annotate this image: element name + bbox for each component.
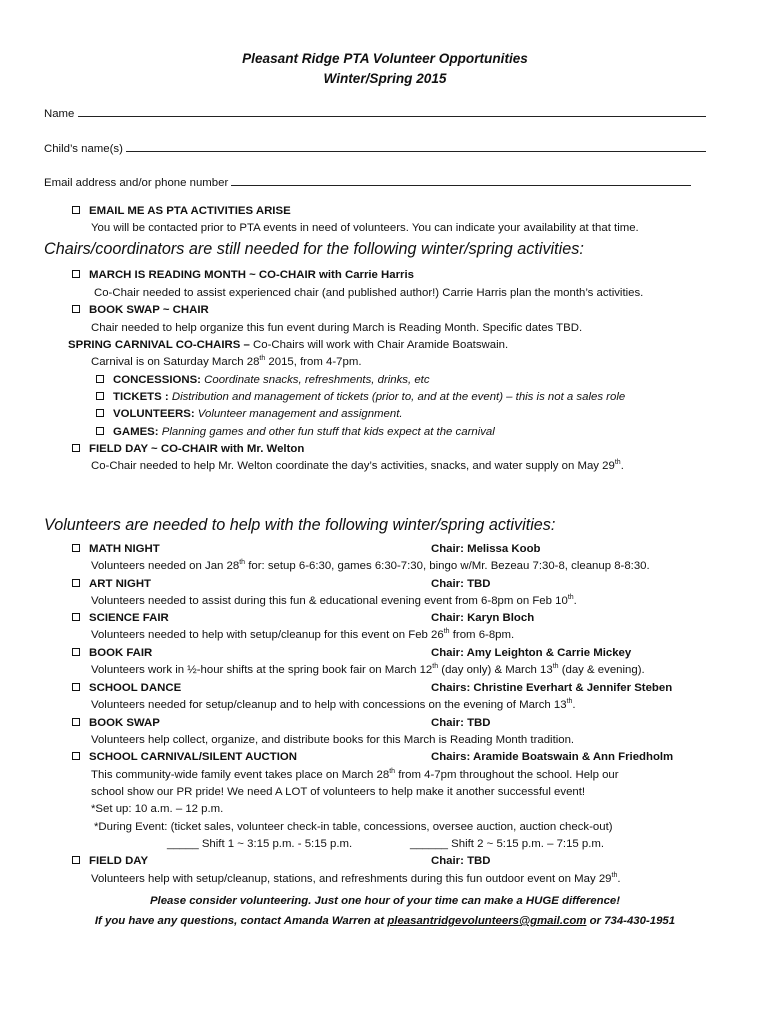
contact-label: Email address and/or phone number [44,177,229,189]
email-me-checkbox[interactable] [72,206,80,214]
footer-appeal: Please consider volunteering. Just one hour of your time can make a HUGE difference! [149,895,621,907]
math-night-label: MATH NIGHT [89,543,160,555]
science-fair-chair: Chair: Karyn Bloch [431,612,535,624]
science-fair-desc: Volunteers needed to help with setup/cleanup for this event on Feb 26th from 6-8pm. [91,628,515,641]
child-field-row [44,139,706,158]
book-fair-label: BOOK FAIR [89,647,153,659]
book-swap-chair-item [72,302,209,319]
school-dance-checkbox[interactable] [72,683,80,691]
tickets-label: TICKETS : [113,391,169,403]
book-swap-chair: Chair: TBD [431,717,491,729]
volunteers-sub-checkbox[interactable] [96,409,104,417]
book-swap-label: BOOK SWAP [89,717,160,729]
art-night-label: ART NIGHT [89,578,152,590]
games-desc: Planning games and other fun stuff that kids expect at the carnival [158,426,495,438]
document-title: Pleasant Ridge PTA Volunteer Opportunities [242,51,528,66]
footer-contact: If you have any questions, contact Amanda Warren at pleasantridgevolunteers@gmail.com or 734-430-1951 [94,915,676,927]
math-night-checkbox[interactable] [72,544,80,552]
concessions-label: CONCESSIONS: [113,374,201,386]
chairs-heading: Chairs/coordinators are still needed for the following winter/spring activities: [44,240,584,258]
volunteers-sub-desc: Volunteer management and assignment. [194,408,403,420]
child-label: Child’s name(s) [44,143,123,155]
tickets-checkbox[interactable] [96,392,104,400]
field-day-label: FIELD DAY [89,855,149,867]
games-item [96,424,495,441]
art-night-item [72,576,151,593]
science-fair-item [72,610,169,627]
auction-desc-2: school show our PR pride! We need A LOT of volunteers to help make it another successful event! [91,786,586,798]
math-night-chair: Chair: Melissa Koob [431,543,541,555]
book-fair-chair: Chair: Amy Leighton & Carrie Mickey [431,647,632,659]
book-swap-chair-label: BOOK SWAP ~ CHAIR [89,304,209,316]
reading-month-item [72,267,414,284]
volunteers-sub-label: VOLUNTEERS: [113,408,195,420]
auction-setup: *Set up: 10 a.m. – 12 p.m. [91,803,224,815]
auction-item [72,749,297,766]
field-day-desc: Volunteers help with setup/cleanup, stations, and refreshments during this fun outdoor event on May 29th. [91,872,621,885]
carnival-date: Carnival is on Saturday March 28th 2015, from 4-7pm. [91,355,362,368]
school-dance-desc: Volunteers needed for setup/cleanup and to help with concessions on the evening of March 13th. [91,698,576,711]
reading-month-desc: Co-Chair needed to assist experienced chair (and published author!) Carrie Harris plan the month’s activities. [94,287,644,299]
email-me-desc: You will be contacted prior to PTA events in need of volunteers. You can indicate your availability at that time. [91,222,639,234]
volunteers-heading: Volunteers are needed to help with the following winter/spring activities: [44,516,556,534]
science-fair-checkbox[interactable] [72,613,80,621]
book-swap-checkbox[interactable] [72,718,80,726]
tickets-desc: Distribution and management of tickets (prior to, and at the event) – this is not a sales role [168,391,626,403]
contact-email-link[interactable]: pleasantridgevolunteers@gmail.com [387,915,587,927]
auction-shift-1[interactable]: _____ Shift 1 ~ 3:15 p.m. - 5:15 p.m. [167,838,353,850]
document-subtitle: Winter/Spring 2015 [323,71,447,86]
field-day-chair-checkbox[interactable] [72,444,80,452]
school-dance-item [72,680,181,697]
book-fair-item [72,645,152,662]
auction-checkbox[interactable] [72,752,80,760]
math-night-desc: Volunteers needed on Jan 28th for: setup 6-6:30, games 6:30-7:30, bingo w/Mr. Bezeau 7:30-8, cleanup 8-8:30. [91,559,650,572]
email-me-item [72,203,291,220]
email-me-label: EMAIL ME AS PTA ACTIVITIES ARISE [89,205,291,217]
auction-chair: Chairs: Aramide Boatswain & Ann Friedholm [431,751,674,763]
volunteers-sub-item [96,406,403,423]
carnival-chairs-label: SPRING CARNIVAL CO-CHAIRS – [68,339,250,351]
reading-month-checkbox[interactable] [72,270,80,278]
carnival-chairs-item [68,337,508,354]
art-night-desc: Volunteers needed to assist during this fun & educational evening event from 6-8pm on Feb 10th. [91,594,577,607]
child-input-line[interactable] [126,139,706,152]
school-dance-chair: Chairs: Christine Everhart & Jennifer Steben [431,682,673,694]
games-checkbox[interactable] [96,427,104,435]
science-fair-label: SCIENCE FAIR [89,612,169,624]
concessions-item [96,372,430,389]
field-day-chair-label: FIELD DAY ~ CO-CHAIR with Mr. Welton [89,443,305,455]
field-day-item [72,853,148,870]
contact-field-row [44,173,691,192]
name-label: Name [44,108,75,120]
book-fair-desc: Volunteers work in ½-hour shifts at the spring book fair on March 12th (day only) & March 13th (day & evening). [91,663,645,676]
concessions-checkbox[interactable] [96,375,104,383]
book-swap-item [72,715,160,732]
math-night-item [72,541,160,558]
book-swap-chair-desc: Chair needed to help organize this fun event during March is Reading Month. Specific dates TBD. [91,322,583,334]
field-day-chair-desc: Co-Chair needed to help Mr. Welton coordinate the day’s activities, snacks, and water supply on May 29th. [91,459,624,472]
auction-shift-2[interactable]: ______ Shift 2 ~ 5:15 p.m. – 7:15 p.m. [410,838,605,850]
art-night-checkbox[interactable] [72,579,80,587]
contact-input-line[interactable] [231,173,691,186]
auction-desc-1: This community-wide family event takes place on March 28th from 4-7pm throughout the school. Help our [91,768,619,781]
games-label: GAMES: [113,426,159,438]
field-day-chair: Chair: TBD [431,855,491,867]
reading-month-label: MARCH IS READING MONTH ~ CO-CHAIR with Carrie Harris [89,269,414,281]
art-night-chair: Chair: TBD [431,578,491,590]
tickets-item [96,389,625,406]
book-swap-desc: Volunteers help collect, organize, and distribute books for this March is Reading Month tradition. [91,734,575,746]
carnival-chairs-desc: Co-Chairs will work with Chair Aramide Boatswain. [249,339,509,351]
field-day-chair-item [72,441,304,458]
auction-during: *During Event: (ticket sales, volunteer check-in table, concessions, oversee auction, auction check-out) [94,821,613,833]
name-field-row [44,104,706,123]
name-input-line[interactable] [78,104,706,117]
auction-label: SCHOOL CARNIVAL/SILENT AUCTION [89,751,297,763]
field-day-checkbox[interactable] [72,856,80,864]
book-swap-chair-checkbox[interactable] [72,305,80,313]
school-dance-label: SCHOOL DANCE [89,682,182,694]
book-fair-checkbox[interactable] [72,648,80,656]
concessions-desc: Coordinate snacks, refreshments, drinks, etc [200,374,430,386]
